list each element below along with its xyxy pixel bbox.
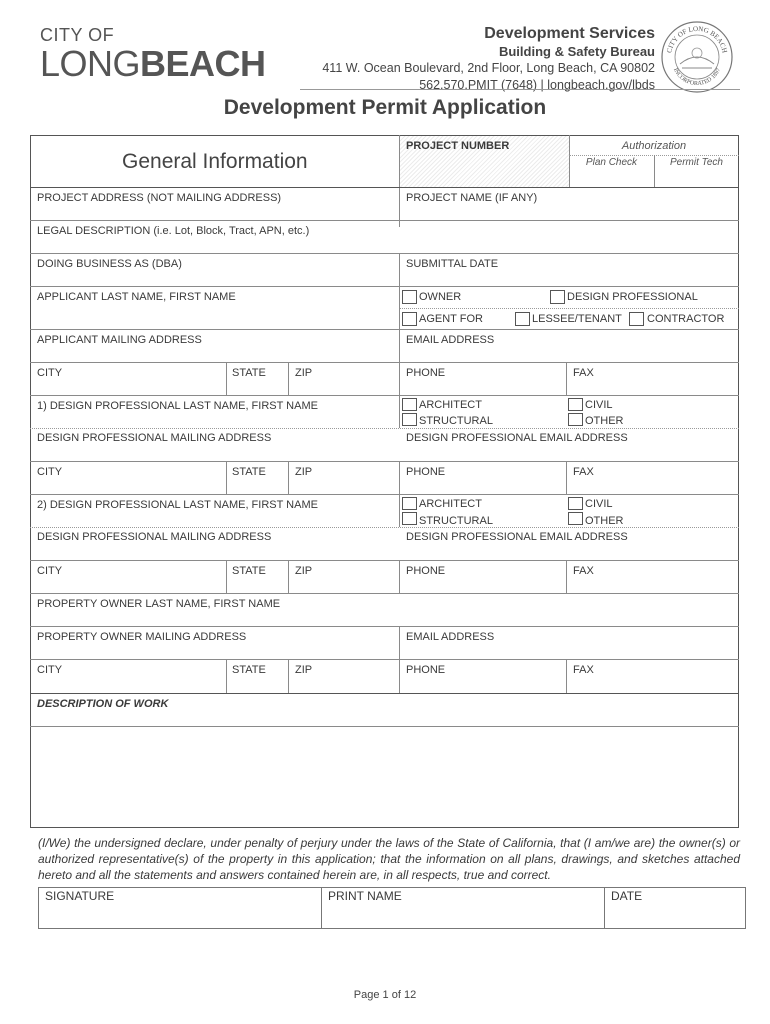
dp2-fax-label: FAX: [573, 565, 594, 577]
owner-label: OWNER: [419, 291, 462, 303]
contractor-label: CONTRACTOR: [647, 313, 725, 325]
project-name-field[interactable]: [400, 188, 738, 220]
bureau-name: Building & Safety Bureau: [498, 44, 655, 59]
dp1-phone-field[interactable]: [400, 462, 566, 494]
print-name-label: PRINT NAME: [328, 889, 402, 903]
applicant-phone-field[interactable]: [400, 363, 566, 395]
dp2-civil-checkbox[interactable]: [568, 497, 583, 510]
authorization-label: Authorization: [621, 140, 687, 152]
dp1-name-field[interactable]: [31, 396, 399, 428]
dp1-fax-field[interactable]: [567, 462, 738, 494]
dp1-structural-label: STRUCTURAL: [419, 415, 493, 427]
page-title: Development Permit Application: [223, 96, 547, 119]
dp2-architect-label: ARCHITECT: [419, 498, 482, 510]
dp1-mailing-field[interactable]: [31, 429, 399, 461]
city-seal: [660, 20, 734, 94]
description-of-work-label: DESCRIPTION OF WORK: [37, 698, 169, 710]
project-number-field[interactable]: [400, 154, 569, 186]
applicant-zip-field[interactable]: [289, 363, 399, 395]
dp2-phone-label: PHONE: [406, 565, 446, 577]
applicant-zip-label: ZIP: [295, 367, 313, 379]
plan-check-label: Plan Check: [585, 157, 638, 168]
dba-label: DOING BUSINESS AS (DBA): [37, 258, 182, 270]
city-logo: [40, 26, 266, 92]
dp1-zip-field[interactable]: [289, 462, 399, 494]
applicant-mailing-field[interactable]: [31, 330, 399, 362]
owner-city-label: CITY: [37, 664, 63, 676]
applicant-fax-field[interactable]: [567, 363, 738, 395]
applicant-name-label: APPLICANT LAST NAME, FIRST NAME: [37, 291, 236, 303]
owner-name-field[interactable]: [31, 594, 738, 626]
owner-email-label: EMAIL ADDRESS: [406, 631, 495, 643]
applicant-state-label: STATE: [232, 367, 266, 379]
dp1-city-label: CITY: [37, 466, 63, 478]
dp2-civil-label: CIVIL: [585, 498, 613, 510]
section-title: General Information: [122, 150, 308, 173]
dp2-fax-field[interactable]: [567, 561, 738, 593]
dp1-state-label: STATE: [232, 466, 266, 478]
owner-zip-field[interactable]: [289, 660, 399, 693]
owner-fax-label: FAX: [573, 664, 594, 676]
seal-bottom-text: INCORPORATED 1897: [671, 67, 723, 88]
project-address-label: PROJECT ADDRESS (NOT MAILING ADDRESS): [37, 192, 282, 204]
dp1-structural-checkbox[interactable]: [402, 413, 417, 426]
design-professional-label: DESIGN PROFESSIONAL: [567, 291, 698, 303]
dp1-architect-checkbox[interactable]: [402, 398, 417, 411]
dp2-structural-checkbox[interactable]: [402, 512, 417, 525]
dp2-other-checkbox[interactable]: [568, 512, 583, 525]
dp2-architect-checkbox[interactable]: [402, 497, 417, 510]
dp1-civil-label: CIVIL: [585, 399, 613, 411]
applicant-email-label: EMAIL ADDRESS: [406, 334, 495, 346]
description-of-work-field[interactable]: [31, 727, 738, 827]
owner-mailing-label: PROPERTY OWNER MAILING ADDRESS: [37, 631, 247, 643]
owner-name-label: PROPERTY OWNER LAST NAME, FIRST NAME: [37, 598, 281, 610]
owner-fax-field[interactable]: [567, 660, 738, 693]
applicant-email-field[interactable]: [400, 330, 738, 362]
signature-field[interactable]: [39, 904, 321, 928]
date-label: DATE: [611, 889, 643, 903]
dp1-city-field[interactable]: [31, 462, 226, 494]
contractor-checkbox[interactable]: [629, 312, 644, 326]
permit-tech-label: Permit Tech: [670, 157, 723, 168]
date-field[interactable]: [605, 904, 745, 928]
dp1-name-label: 1) DESIGN PROFESSIONAL LAST NAME, FIRST NAME: [37, 400, 318, 412]
page-number: Page 1 of 12: [353, 989, 417, 1001]
declaration-text: (I/We) the undersigned declare, under penalty of perjury under the laws of the State of California, that (I am/we are) the owner(s) or authorized representative(s) of the property in this application; that the information on all plans, drawings, and sketches attached hereto and all the statements and answers contained herein are, in all respects, true and correct.: [38, 836, 740, 882]
dp1-state-field[interactable]: [227, 462, 288, 494]
dept-name: Development Services: [484, 25, 655, 42]
agent-for-checkbox[interactable]: [402, 312, 417, 326]
applicant-fax-label: FAX: [573, 367, 594, 379]
dp2-email-field[interactable]: [400, 528, 738, 560]
project-address-field[interactable]: [31, 188, 399, 220]
applicant-city-label: CITY: [37, 367, 63, 379]
dba-field[interactable]: [31, 254, 399, 286]
lessee-tenant-label: LESSEE/TENANT: [532, 313, 622, 325]
dp2-state-label: STATE: [232, 565, 266, 577]
dp2-mailing-field[interactable]: [31, 528, 399, 560]
owner-city-field[interactable]: [31, 660, 226, 693]
seal-top-text: CITY OF LONG BEACH: [665, 24, 729, 54]
dp1-email-label: DESIGN PROFESSIONAL EMAIL ADDRESS: [406, 432, 628, 444]
lessee-tenant-checkbox[interactable]: [515, 312, 530, 326]
agent-for-label: AGENT FOR: [419, 313, 483, 325]
dp1-phone-label: PHONE: [406, 466, 446, 478]
dp2-zip-label: ZIP: [295, 565, 313, 577]
dp1-zip-label: ZIP: [295, 466, 313, 478]
dept-address: 411 W. Ocean Boulevard, 2nd Floor, Long Beach, CA 90802: [322, 61, 655, 75]
dp1-other-label: OTHER: [585, 415, 624, 427]
dp2-name-label: 2) DESIGN PROFESSIONAL LAST NAME, FIRST NAME: [37, 499, 318, 511]
dp1-civil-checkbox[interactable]: [568, 398, 583, 411]
dp2-phone-field[interactable]: [400, 561, 566, 593]
dp2-mailing-label: DESIGN PROFESSIONAL MAILING ADDRESS: [37, 531, 272, 543]
owner-email-field[interactable]: [400, 627, 738, 659]
dp2-email-label: DESIGN PROFESSIONAL EMAIL ADDRESS: [406, 531, 628, 543]
project-number-label: PROJECT NUMBER: [406, 140, 510, 152]
dp1-other-checkbox[interactable]: [568, 413, 583, 426]
dp2-state-field[interactable]: [227, 561, 288, 593]
legal-description-field[interactable]: [31, 221, 738, 253]
dp2-name-field[interactable]: [31, 495, 399, 527]
owner-zip-label: ZIP: [295, 664, 313, 676]
project-name-label: PROJECT NAME (IF ANY): [406, 192, 538, 204]
applicant-name-field[interactable]: [31, 287, 399, 329]
dp2-other-label: OTHER: [585, 515, 624, 527]
owner-phone-label: PHONE: [406, 664, 446, 676]
submittal-date-field[interactable]: [400, 254, 738, 286]
owner-state-field[interactable]: [227, 660, 288, 693]
dept-info: [322, 24, 655, 94]
dp2-city-label: CITY: [37, 565, 63, 577]
legal-description-label: LEGAL DESCRIPTION (i.e. Lot, Block, Tract, APN, etc.): [37, 225, 310, 237]
submittal-date-label: SUBMITTAL DATE: [406, 258, 499, 270]
dp2-city-field[interactable]: [31, 561, 226, 593]
logo-beach: BEACH: [140, 43, 266, 84]
owner-checkbox[interactable]: [402, 290, 417, 304]
print-name-field[interactable]: [322, 904, 604, 928]
dp1-email-field[interactable]: [400, 429, 738, 461]
logo-city-of: CITY OF: [40, 25, 115, 45]
owner-phone-field[interactable]: [400, 660, 566, 693]
design-professional-checkbox[interactable]: [550, 290, 565, 304]
dp2-zip-field[interactable]: [289, 561, 399, 593]
signature-label: SIGNATURE: [45, 889, 115, 903]
logo-long: LONG: [40, 43, 141, 84]
dept-contact: 562.570.PMIT (7648) | longbeach.gov/lbds: [419, 78, 655, 92]
dp1-architect-label: ARCHITECT: [419, 399, 482, 411]
owner-state-label: STATE: [232, 664, 266, 676]
owner-mailing-field[interactable]: [31, 627, 399, 659]
applicant-phone-label: PHONE: [406, 367, 446, 379]
applicant-city-field[interactable]: [31, 363, 226, 395]
applicant-state-field[interactable]: [227, 363, 288, 395]
applicant-mailing-label: APPLICANT MAILING ADDRESS: [37, 334, 202, 346]
dp1-fax-label: FAX: [573, 466, 594, 478]
dp2-structural-label: STRUCTURAL: [419, 515, 493, 527]
dp1-mailing-label: DESIGN PROFESSIONAL MAILING ADDRESS: [37, 432, 272, 444]
